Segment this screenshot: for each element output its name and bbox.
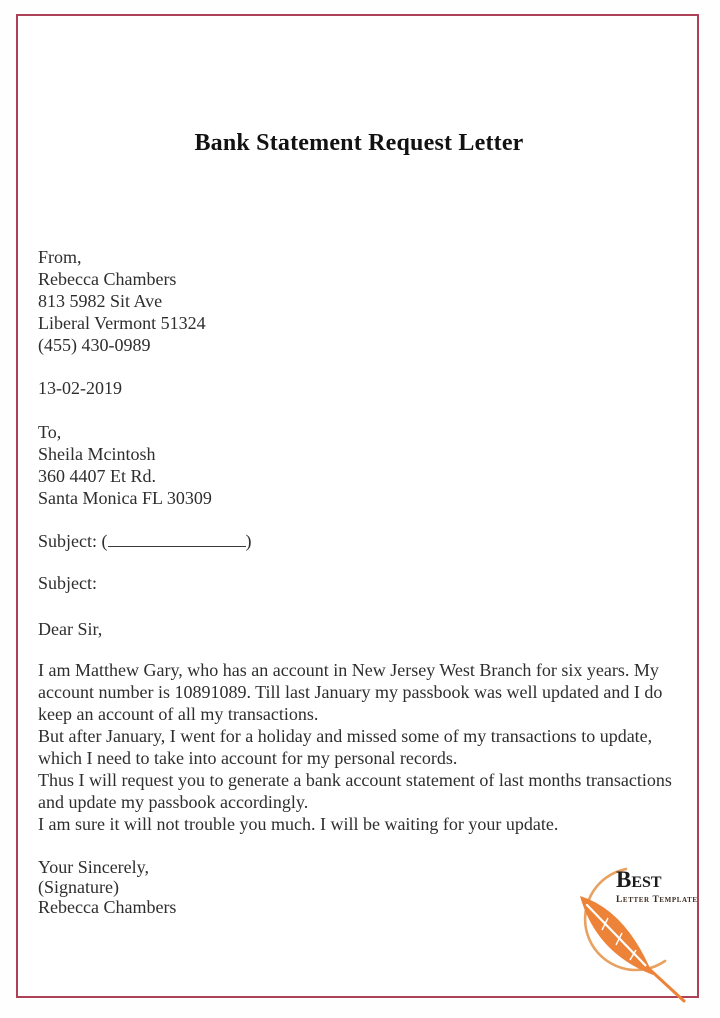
subject-blank-underline (108, 532, 246, 547)
from-label: From, (38, 247, 82, 267)
recipient-block (38, 421, 212, 509)
brand-name: Best (616, 867, 662, 892)
sender-block (38, 246, 206, 356)
sender-name: Rebecca Chambers (38, 269, 177, 289)
to-label: To, (38, 422, 62, 442)
sender-city: Liberal Vermont 51324 (38, 313, 206, 333)
brand-logo (552, 852, 712, 1012)
brand-tagline: Letter Template (616, 895, 698, 905)
letter-body (38, 659, 692, 835)
subject-label: Subject: (38, 573, 97, 593)
date-text: 13-02-2019 (38, 378, 122, 398)
sender-street: 813 5982 Sit Ave (38, 291, 163, 311)
body-paragraph: Thus I will request you to generate a bank account statement of last months transactions and update my passbook accordingly. (38, 770, 672, 812)
recipient-street: 360 4407 Et Rd. (38, 466, 157, 486)
body-paragraph: I am sure it will not trouble you much. I will be waiting for your update. (38, 814, 559, 834)
recipient-city: Santa Monica FL 30309 (38, 488, 212, 508)
page-title: Bank Statement Request Letter (194, 130, 524, 156)
subject-prefix: Subject: ( (38, 531, 108, 551)
signer-name: Rebecca Chambers (38, 897, 177, 917)
recipient-name: Sheila Mcintosh (38, 444, 156, 464)
signature-placeholder: (Signature) (38, 877, 119, 897)
subject-suffix: ) (245, 531, 252, 551)
closing-phrase: Your Sincerely, (38, 857, 149, 877)
subject-line-with-blank (38, 530, 252, 552)
body-paragraph: I am Matthew Gary, who has an account in New Jersey West Branch for six years. My account number is 10891089. Till last January my passbook was well updated and I do keep an account of all my transactions. (38, 660, 663, 724)
body-paragraph: But after January, I went for a holiday and missed some of my transactions to update, which I need to take into account for my personal records. (38, 726, 653, 768)
salutation: Dear Sir, (38, 619, 103, 639)
sender-phone: (455) 430-0989 (38, 335, 151, 355)
closing-block (38, 857, 176, 917)
